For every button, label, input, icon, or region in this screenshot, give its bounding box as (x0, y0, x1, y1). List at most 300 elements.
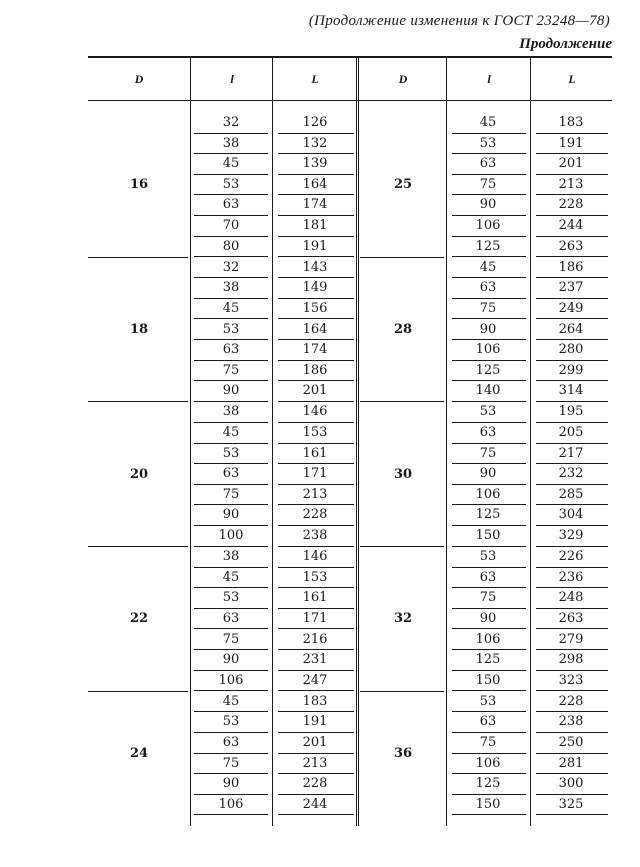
row-underline (278, 504, 354, 505)
left-length-L-cell: 164 (302, 176, 328, 192)
left-length-l-cell: 53 (222, 176, 240, 192)
left-length-l-cell: 90 (222, 652, 240, 668)
left-length-L-cell: 191 (302, 238, 328, 254)
row-underline (278, 277, 354, 278)
row-underline (278, 587, 354, 588)
right-length-l-cell: 106 (475, 631, 501, 647)
row-underline (194, 215, 268, 216)
left-group-separator (88, 401, 188, 402)
row-underline (536, 277, 608, 278)
row-underline (194, 318, 268, 319)
right-diameter-value: 36 (393, 745, 413, 761)
row-underline (194, 690, 268, 691)
left-length-L-cell: 186 (302, 362, 328, 378)
row-underline (452, 463, 526, 464)
row-underline (278, 298, 354, 299)
right-length-L-cell: 279 (558, 631, 584, 647)
row-underline (194, 174, 268, 175)
left-length-l-cell: 32 (222, 259, 240, 275)
row-underline (194, 484, 268, 485)
row-underline (452, 608, 526, 609)
right-length-L-cell: 304 (558, 507, 584, 523)
row-underline (536, 215, 608, 216)
right-length-L-cell: 323 (558, 672, 584, 688)
right-diameter-value: 30 (393, 466, 413, 482)
left-length-l-cell: 38 (222, 280, 240, 296)
row-underline (536, 443, 608, 444)
column-divider (190, 56, 191, 826)
left-group-separator (88, 257, 188, 258)
left-length-l-cell: 45 (222, 693, 240, 709)
right-length-l-cell: 53 (479, 135, 497, 151)
left-length-L-cell: 191 (302, 714, 328, 730)
left-length-l-cell: 45 (222, 425, 240, 440)
row-underline (194, 133, 268, 134)
left-length-l-cell: 38 (222, 404, 240, 420)
right-length-L-cell: 300 (558, 776, 584, 792)
row-underline (452, 711, 526, 712)
row-underline (536, 298, 608, 299)
row-underline (194, 732, 268, 733)
row-underline (536, 504, 608, 505)
header-l-right: l (487, 72, 491, 86)
row-underline (452, 567, 526, 568)
left-length-L-cell: 213 (302, 486, 328, 502)
row-underline (536, 814, 608, 815)
left-group-separator (88, 546, 188, 547)
right-length-L-cell: 236 (558, 569, 584, 585)
right-diameter-value: 32 (393, 611, 413, 627)
row-underline (536, 318, 608, 319)
right-length-l-cell: 53 (479, 549, 497, 565)
left-length-L-cell: 126 (302, 115, 328, 130)
right-length-L-cell: 244 (558, 218, 584, 233)
left-length-L-cell: 132 (302, 135, 328, 151)
left-length-L-cell: 201 (302, 383, 328, 399)
row-underline (278, 670, 354, 671)
right-length-l-cell: 63 (479, 156, 497, 172)
row-underline (194, 443, 268, 444)
column-divider (272, 56, 273, 826)
right-length-l-cell: 125 (475, 238, 501, 254)
row-underline (194, 339, 268, 340)
row-underline (452, 215, 526, 216)
row-underline (194, 504, 268, 505)
document-reference: (Продолжение изменения к ГОСТ 23248—78) (308, 13, 610, 29)
row-underline (536, 753, 608, 754)
row-underline (452, 194, 526, 195)
right-length-L-cell: 263 (558, 238, 584, 254)
left-length-L-cell: 164 (302, 321, 328, 337)
header-D-right: D (398, 72, 408, 86)
right-length-l-cell: 75 (479, 735, 497, 750)
row-underline (452, 690, 526, 691)
left-length-L-cell: 201 (302, 735, 328, 750)
row-underline (194, 298, 268, 299)
left-length-l-cell: 63 (222, 342, 240, 358)
left-length-l-cell: 90 (222, 507, 240, 523)
row-underline (278, 546, 354, 547)
row-underline (278, 649, 354, 650)
left-length-l-cell: 106 (218, 672, 244, 688)
row-underline (194, 380, 268, 381)
row-underline (452, 484, 526, 485)
left-length-l-cell: 75 (222, 631, 240, 647)
row-underline (278, 443, 354, 444)
row-underline (278, 814, 354, 815)
row-underline (536, 256, 608, 257)
center-double-divider (356, 56, 359, 826)
row-underline (452, 133, 526, 134)
row-underline (194, 360, 268, 361)
row-underline (452, 794, 526, 795)
row-underline (452, 525, 526, 526)
row-underline (278, 732, 354, 733)
right-length-l-cell: 125 (475, 776, 501, 792)
right-length-L-cell: 285 (558, 486, 584, 502)
row-underline (278, 422, 354, 423)
right-length-l-cell: 125 (475, 652, 501, 668)
row-underline (278, 608, 354, 609)
left-length-l-cell: 38 (222, 135, 240, 151)
row-underline (452, 318, 526, 319)
left-length-l-cell: 53 (222, 590, 240, 606)
row-underline (278, 794, 354, 795)
row-underline (536, 587, 608, 588)
left-length-L-cell: 247 (302, 672, 328, 688)
right-length-L-cell: 217 (558, 445, 584, 461)
row-underline (278, 380, 354, 381)
right-length-l-cell: 63 (479, 569, 497, 585)
left-length-L-cell: 153 (302, 569, 328, 585)
row-underline (536, 567, 608, 568)
left-length-l-cell: 63 (222, 735, 240, 750)
row-underline (278, 133, 354, 134)
left-length-l-cell: 63 (222, 610, 240, 626)
left-length-l-cell: 75 (222, 486, 240, 502)
left-diameter-value: 16 (129, 177, 149, 193)
row-underline (452, 153, 526, 154)
right-group-separator (360, 401, 444, 402)
left-group-separator (88, 691, 188, 692)
left-length-l-cell: 32 (222, 115, 240, 130)
left-length-L-cell: 143 (302, 259, 328, 275)
right-length-l-cell: 75 (479, 176, 497, 192)
right-group-separator (360, 546, 444, 547)
row-underline (452, 773, 526, 774)
right-group-separator (360, 257, 444, 258)
row-underline (536, 732, 608, 733)
right-length-l-cell: 106 (475, 218, 501, 233)
row-underline (536, 546, 608, 547)
row-underline (278, 484, 354, 485)
left-length-l-cell: 75 (222, 755, 240, 771)
row-underline (452, 670, 526, 671)
right-length-l-cell: 106 (475, 486, 501, 502)
row-underline (452, 256, 526, 257)
row-underline (194, 567, 268, 568)
row-underline (194, 153, 268, 154)
left-diameter-value: 18 (129, 321, 149, 337)
right-length-L-cell: 264 (558, 321, 584, 337)
right-length-L-cell: 248 (558, 590, 584, 606)
row-underline (194, 814, 268, 815)
row-underline (536, 794, 608, 795)
row-underline (452, 174, 526, 175)
left-length-l-cell: 45 (222, 569, 240, 585)
left-length-l-cell: 75 (222, 362, 240, 378)
right-length-l-cell: 106 (475, 755, 501, 771)
row-underline (452, 814, 526, 815)
row-underline (536, 773, 608, 774)
row-underline (536, 628, 608, 629)
left-length-L-cell: 216 (302, 631, 328, 647)
row-underline (194, 277, 268, 278)
right-length-l-cell: 140 (475, 383, 501, 399)
left-diameter-value: 24 (129, 745, 149, 761)
right-length-L-cell: 183 (558, 115, 584, 130)
row-underline (452, 360, 526, 361)
right-length-l-cell: 150 (475, 796, 501, 812)
right-group-separator (360, 691, 444, 692)
left-length-l-cell: 63 (222, 197, 240, 213)
right-length-l-cell: 63 (479, 280, 497, 296)
left-length-l-cell: 90 (222, 776, 240, 792)
row-underline (536, 711, 608, 712)
dimension-table (88, 56, 612, 826)
right-length-L-cell: 314 (558, 383, 584, 399)
right-diameter-value: 25 (393, 177, 413, 193)
row-underline (452, 298, 526, 299)
row-underline (194, 587, 268, 588)
row-underline (452, 277, 526, 278)
left-length-l-cell: 38 (222, 549, 240, 565)
right-length-L-cell: 299 (558, 362, 584, 378)
header-l-left: l (230, 72, 234, 86)
left-length-L-cell: 171 (302, 466, 328, 482)
row-underline (536, 174, 608, 175)
left-length-L-cell: 156 (302, 300, 328, 316)
left-length-L-cell: 238 (302, 528, 328, 543)
left-length-L-cell: 146 (302, 549, 328, 565)
row-underline (452, 753, 526, 754)
row-underline (536, 649, 608, 650)
right-length-L-cell: 186 (558, 259, 584, 275)
row-underline (536, 339, 608, 340)
row-underline (194, 649, 268, 650)
right-length-l-cell: 125 (475, 362, 501, 378)
left-length-l-cell: 80 (222, 238, 240, 254)
column-divider (530, 56, 531, 826)
right-length-L-cell: 263 (558, 610, 584, 626)
right-length-L-cell: 191 (558, 135, 584, 151)
row-underline (452, 422, 526, 423)
continuation-label: Продолжение (519, 36, 612, 52)
left-length-L-cell: 153 (302, 425, 328, 440)
row-underline (278, 215, 354, 216)
row-underline (452, 732, 526, 733)
left-length-l-cell: 63 (222, 466, 240, 482)
right-length-L-cell: 195 (558, 404, 584, 420)
right-length-L-cell: 298 (558, 652, 584, 668)
right-length-L-cell: 228 (558, 693, 584, 709)
row-underline (536, 670, 608, 671)
row-underline (278, 236, 354, 237)
left-length-L-cell: 174 (302, 342, 328, 358)
left-length-l-cell: 53 (222, 321, 240, 337)
left-length-l-cell: 45 (222, 300, 240, 316)
left-length-L-cell: 181 (302, 218, 328, 233)
left-length-l-cell: 53 (222, 445, 240, 461)
left-length-l-cell: 45 (222, 156, 240, 172)
row-underline (194, 628, 268, 629)
row-underline (194, 711, 268, 712)
row-underline (278, 360, 354, 361)
row-underline (194, 546, 268, 547)
row-underline (536, 463, 608, 464)
row-underline (452, 401, 526, 402)
row-underline (278, 463, 354, 464)
row-underline (278, 194, 354, 195)
row-underline (452, 649, 526, 650)
row-underline (536, 422, 608, 423)
right-length-l-cell: 90 (479, 197, 497, 213)
right-length-L-cell: 226 (558, 549, 584, 565)
right-length-L-cell: 205 (558, 425, 584, 440)
right-length-l-cell: 90 (479, 321, 497, 337)
row-underline (194, 256, 268, 257)
row-underline (452, 546, 526, 547)
right-length-L-cell: 213 (558, 176, 584, 192)
left-length-L-cell: 228 (302, 776, 328, 792)
row-underline (536, 401, 608, 402)
right-length-L-cell: 232 (558, 466, 584, 482)
right-length-L-cell: 228 (558, 197, 584, 213)
row-underline (536, 236, 608, 237)
row-underline (278, 318, 354, 319)
left-length-L-cell: 231 (302, 652, 328, 668)
row-underline (278, 339, 354, 340)
right-length-l-cell: 150 (475, 672, 501, 688)
row-underline (194, 463, 268, 464)
row-underline (452, 504, 526, 505)
header-L-left: L (311, 72, 319, 86)
left-length-L-cell: 149 (302, 280, 328, 296)
right-length-L-cell: 280 (558, 342, 584, 358)
left-diameter-value: 20 (129, 466, 149, 482)
row-underline (452, 443, 526, 444)
row-underline (536, 194, 608, 195)
row-underline (452, 628, 526, 629)
left-length-L-cell: 139 (302, 156, 328, 172)
right-length-l-cell: 90 (479, 610, 497, 626)
row-underline (278, 153, 354, 154)
right-length-L-cell: 237 (558, 280, 584, 296)
row-underline (536, 608, 608, 609)
right-length-L-cell: 201 (558, 156, 584, 172)
right-length-l-cell: 45 (479, 115, 497, 130)
right-length-L-cell: 250 (558, 735, 584, 750)
row-underline (278, 773, 354, 774)
left-length-l-cell: 53 (222, 714, 240, 730)
row-underline (278, 690, 354, 691)
row-underline (194, 670, 268, 671)
row-underline (278, 567, 354, 568)
left-length-l-cell: 70 (222, 218, 240, 233)
right-length-L-cell: 325 (558, 796, 584, 812)
left-diameter-value: 22 (129, 611, 149, 627)
left-length-L-cell: 228 (302, 507, 328, 523)
header-D-left: D (134, 72, 144, 86)
table-top-rule (88, 56, 612, 58)
row-underline (536, 153, 608, 154)
row-underline (194, 401, 268, 402)
row-underline (194, 608, 268, 609)
left-length-L-cell: 183 (302, 693, 328, 709)
header-L-right: L (568, 72, 576, 86)
row-underline (452, 587, 526, 588)
right-length-l-cell: 125 (475, 507, 501, 523)
right-length-L-cell: 329 (558, 528, 584, 543)
left-length-l-cell: 90 (222, 383, 240, 399)
right-length-l-cell: 75 (479, 590, 497, 606)
row-underline (194, 773, 268, 774)
row-underline (194, 525, 268, 526)
row-underline (278, 401, 354, 402)
row-underline (452, 339, 526, 340)
row-underline (278, 174, 354, 175)
row-underline (536, 525, 608, 526)
row-underline (278, 256, 354, 257)
column-divider (446, 56, 447, 826)
right-length-L-cell: 249 (558, 300, 584, 316)
right-length-l-cell: 75 (479, 300, 497, 316)
row-underline (194, 422, 268, 423)
row-underline (278, 711, 354, 712)
left-length-L-cell: 161 (302, 445, 328, 461)
left-length-l-cell: 100 (218, 528, 244, 543)
row-underline (194, 194, 268, 195)
left-length-l-cell: 106 (218, 796, 244, 812)
right-length-l-cell: 53 (479, 404, 497, 420)
right-length-l-cell: 63 (479, 425, 497, 440)
right-length-l-cell: 75 (479, 445, 497, 461)
row-underline (536, 133, 608, 134)
left-length-L-cell: 174 (302, 197, 328, 213)
row-underline (536, 360, 608, 361)
row-underline (278, 628, 354, 629)
left-length-L-cell: 146 (302, 404, 328, 420)
row-underline (452, 380, 526, 381)
row-underline (452, 236, 526, 237)
right-length-L-cell: 281 (558, 755, 584, 771)
row-underline (194, 753, 268, 754)
right-length-L-cell: 238 (558, 714, 584, 730)
row-underline (194, 236, 268, 237)
table-header-rule (88, 100, 612, 101)
row-underline (278, 753, 354, 754)
right-length-l-cell: 53 (479, 693, 497, 709)
row-underline (536, 380, 608, 381)
row-underline (278, 525, 354, 526)
right-diameter-value: 28 (393, 321, 413, 337)
left-length-L-cell: 161 (302, 590, 328, 606)
right-length-l-cell: 45 (479, 259, 497, 275)
right-length-l-cell: 63 (479, 714, 497, 730)
left-length-L-cell: 171 (302, 610, 328, 626)
right-length-l-cell: 150 (475, 528, 501, 543)
right-length-l-cell: 90 (479, 466, 497, 482)
